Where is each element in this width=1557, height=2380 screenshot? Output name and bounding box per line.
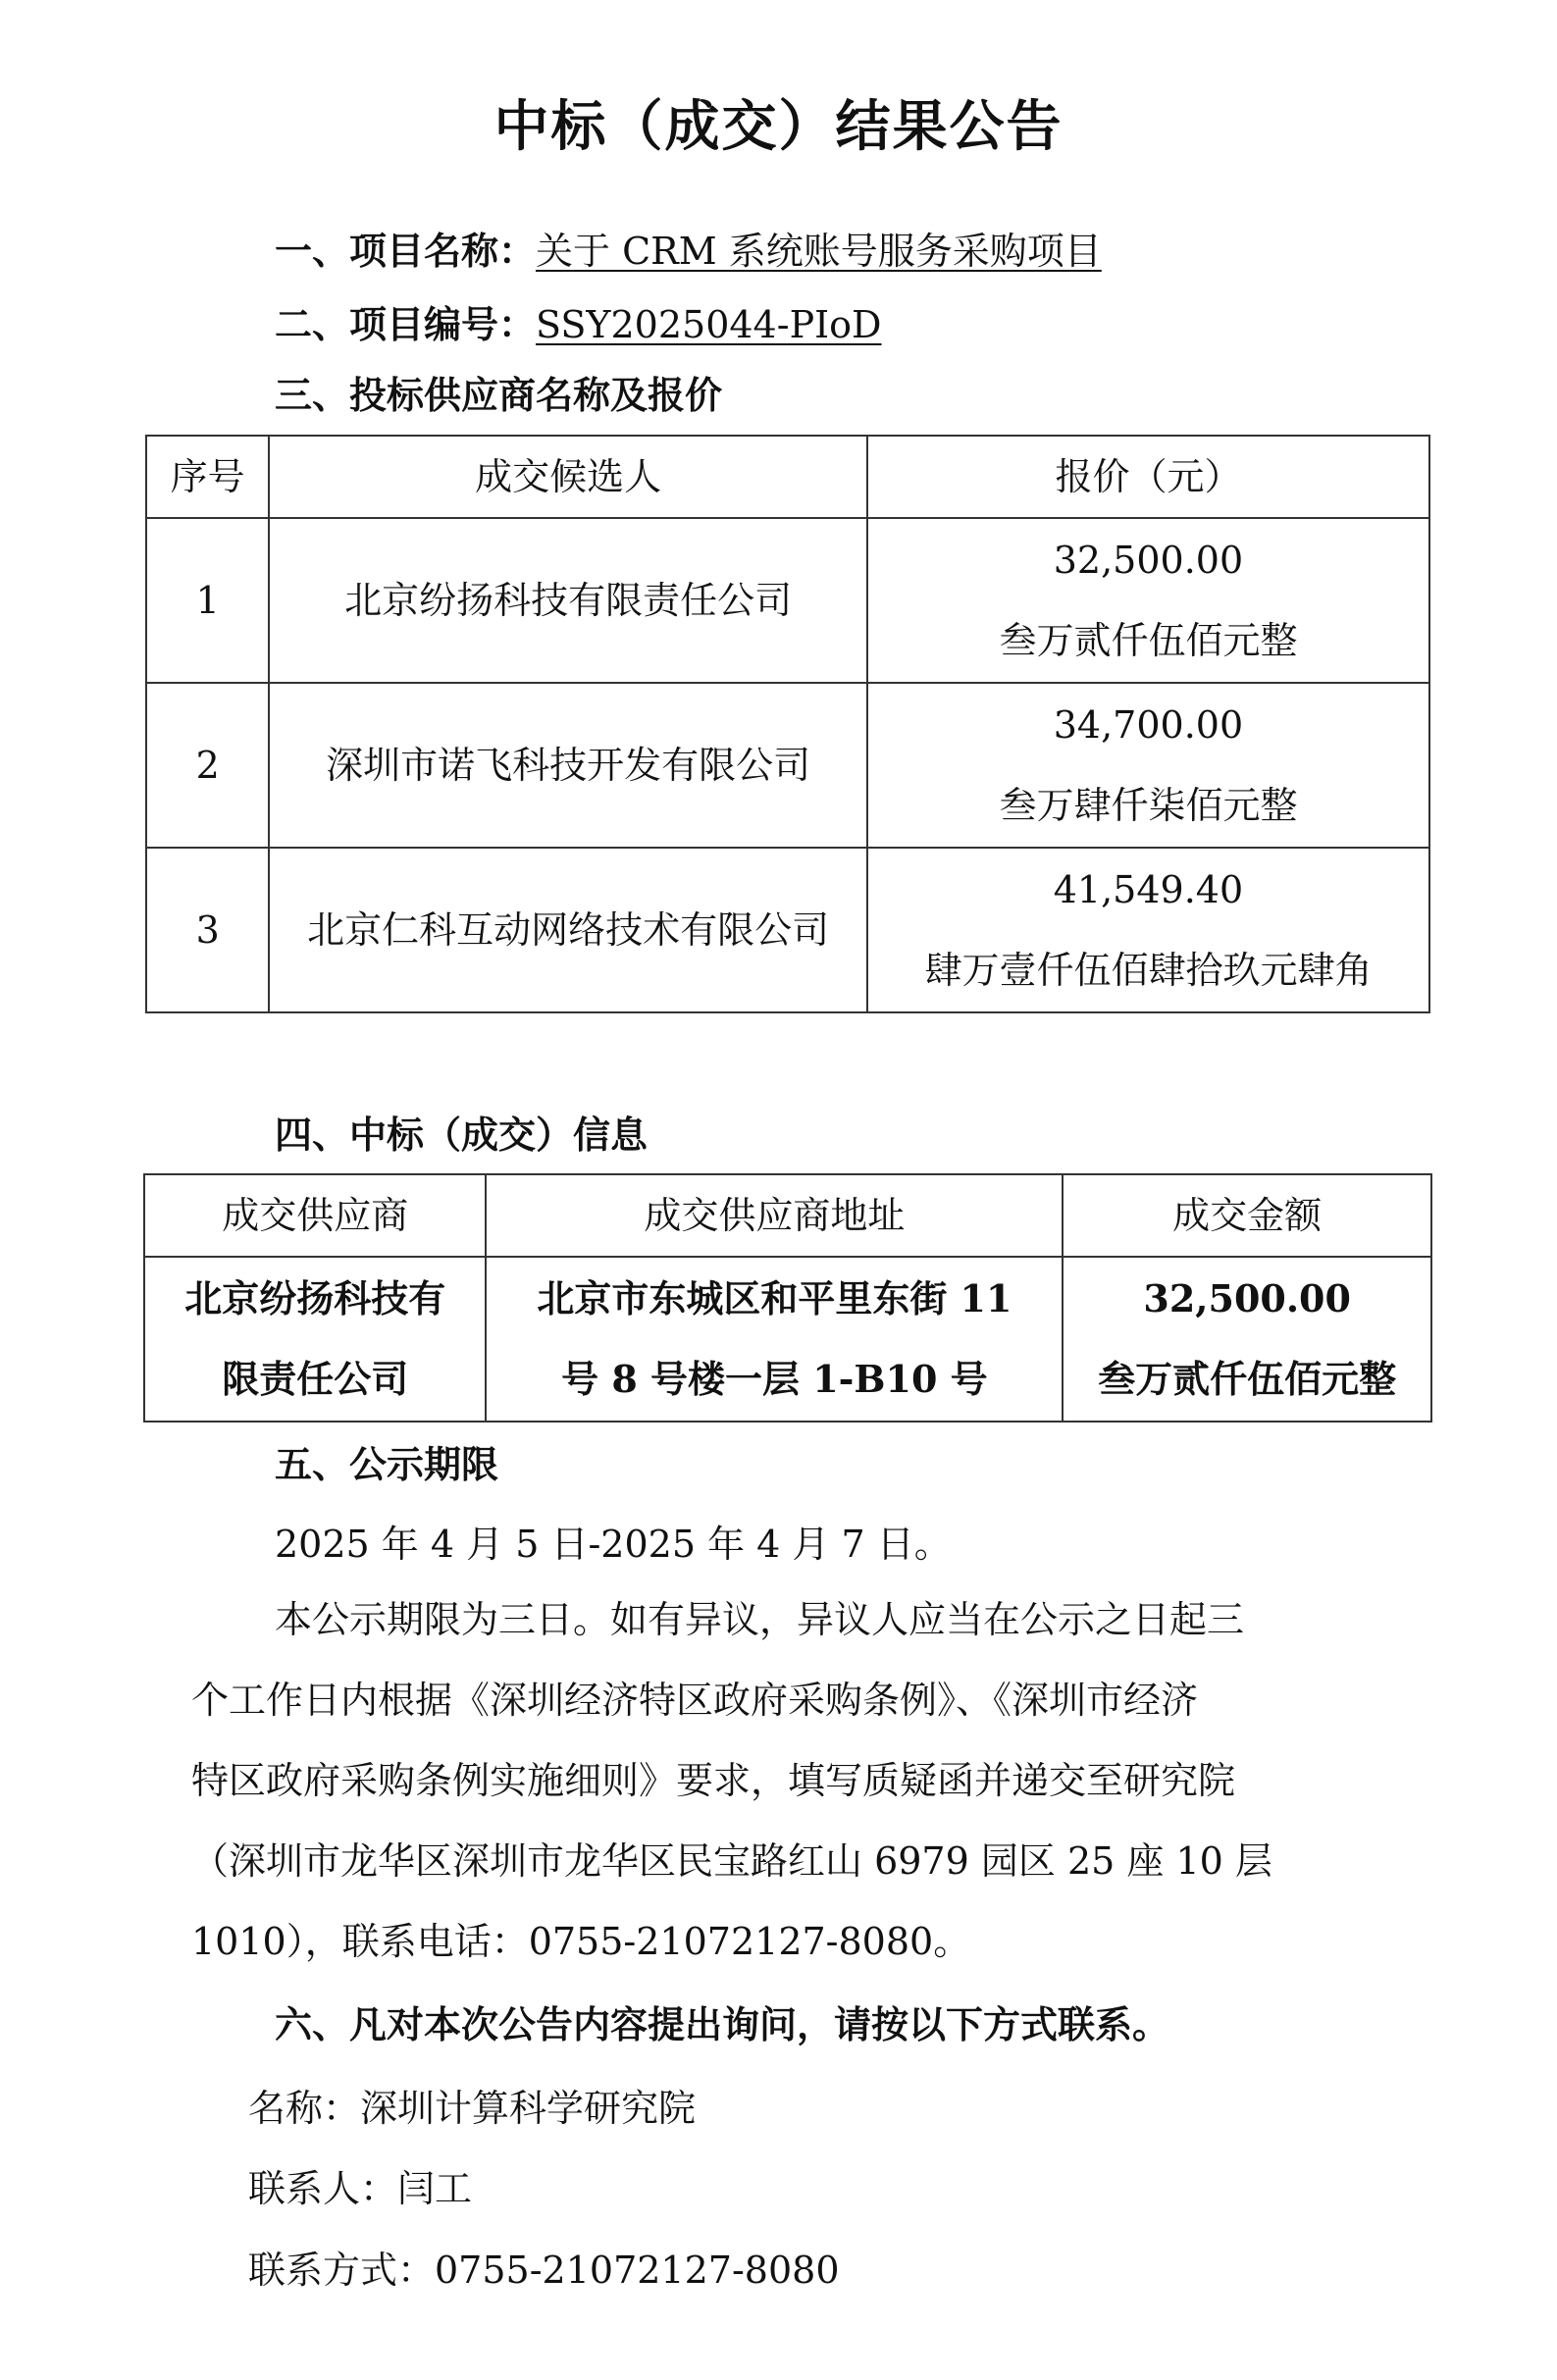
notice-line: （深圳市龙华区深圳市龙华区民宝路红山 6979 园区 25 座 10 层 <box>191 1839 1272 1883</box>
row-no: 1 <box>146 518 269 683</box>
table-row <box>146 683 1429 848</box>
header-price: 报价（元） <box>867 436 1429 518</box>
contact-name: 名称：深圳计算科学研究院 <box>248 2087 697 2130</box>
address-line: 北京市东城区和平里东街 11 <box>537 1276 1012 1320</box>
bidders-table-header <box>146 436 1429 518</box>
supplier-line: 限责任公司 <box>222 1357 409 1401</box>
supplier-line: 北京纷扬科技有 <box>184 1276 446 1320</box>
header-address: 成交供应商地址 <box>486 1174 1063 1257</box>
row-amount-cn: 叁万肆仟柒佰元整 <box>999 784 1298 827</box>
notice-line: 个工作日内根据《深圳经济特区政府采购条例》、《深圳市经济 <box>191 1679 1199 1722</box>
row-no: 2 <box>146 683 269 848</box>
page-title: 中标（成交）结果公告 <box>493 95 1064 159</box>
project-number-line <box>275 294 882 348</box>
header-candidate: 成交候选人 <box>269 436 867 518</box>
winner-table <box>143 1173 1432 1423</box>
objection-notice <box>191 1579 1369 1982</box>
header-no: 序号 <box>146 436 269 518</box>
row-amount: 32,500.00 <box>1053 539 1244 582</box>
project-number-value: SSY2025044-PIoD <box>536 303 882 346</box>
winner-amount-number: 32,500.00 <box>1143 1276 1351 1320</box>
winner-amount-cn: 叁万贰仟伍佰元整 <box>1098 1357 1397 1401</box>
row-price <box>867 518 1429 683</box>
contact-phone: 联系方式：0755-21072127-8080 <box>248 2249 840 2292</box>
section6-heading: 六、凡对本次公告内容提出询问，请按以下方式联系。 <box>275 2003 1170 2046</box>
winner-table-header <box>144 1174 1431 1257</box>
header-supplier: 成交供应商 <box>144 1174 486 1257</box>
publicity-period: 2025 年 4 月 5 日-2025 年 4 月 7 日。 <box>275 1523 952 1566</box>
row-candidate: 深圳市诺飞科技开发有限公司 <box>269 683 867 848</box>
winner-address <box>486 1257 1063 1422</box>
row-candidate: 北京纷扬科技有限责任公司 <box>269 518 867 683</box>
notice-line: 1010），联系电话：0755-21072127-8080。 <box>191 1920 971 1963</box>
bidders-table <box>145 435 1430 1013</box>
row-no: 3 <box>146 848 269 1012</box>
row-amount: 34,700.00 <box>1053 703 1244 747</box>
row-amount-cn: 叁万贰仟伍佰元整 <box>999 619 1298 662</box>
section5-heading: 五、公示期限 <box>275 1443 499 1486</box>
row-price <box>867 848 1429 1012</box>
row-price <box>867 683 1429 848</box>
project-name-line <box>275 221 1102 275</box>
contact-person: 联系人：闫工 <box>248 2167 473 2210</box>
project-name-label: 一、项目名称： <box>275 230 537 273</box>
winner-supplier <box>144 1257 486 1422</box>
address-line: 号 8 号楼一层 1-B10 号 <box>561 1357 988 1401</box>
row-candidate: 北京仁科互动网络技术有限公司 <box>269 848 867 1012</box>
notice-line: 本公示期限为三日。如有异议，异议人应当在公示之日起三 <box>275 1598 1245 1641</box>
section4-heading: 四、中标（成交）信息 <box>275 1113 649 1157</box>
section3-heading: 三、投标供应商名称及报价 <box>275 374 723 417</box>
project-name-value: 关于 CRM 系统账号服务采购项目 <box>536 230 1102 273</box>
row-amount: 41,549.40 <box>1053 868 1244 911</box>
table-row <box>146 518 1429 683</box>
header-amount: 成交金额 <box>1063 1174 1431 1257</box>
project-number-label: 二、项目编号： <box>275 303 537 346</box>
table-row <box>144 1257 1431 1422</box>
notice-line: 特区政府采购条例实施细则》要求，填写质疑函并递交至研究院 <box>191 1759 1236 1802</box>
table-row <box>146 848 1429 1012</box>
winner-amount <box>1063 1257 1431 1422</box>
row-amount-cn: 肆万壹仟伍佰肆拾玖元肆角 <box>924 949 1373 992</box>
